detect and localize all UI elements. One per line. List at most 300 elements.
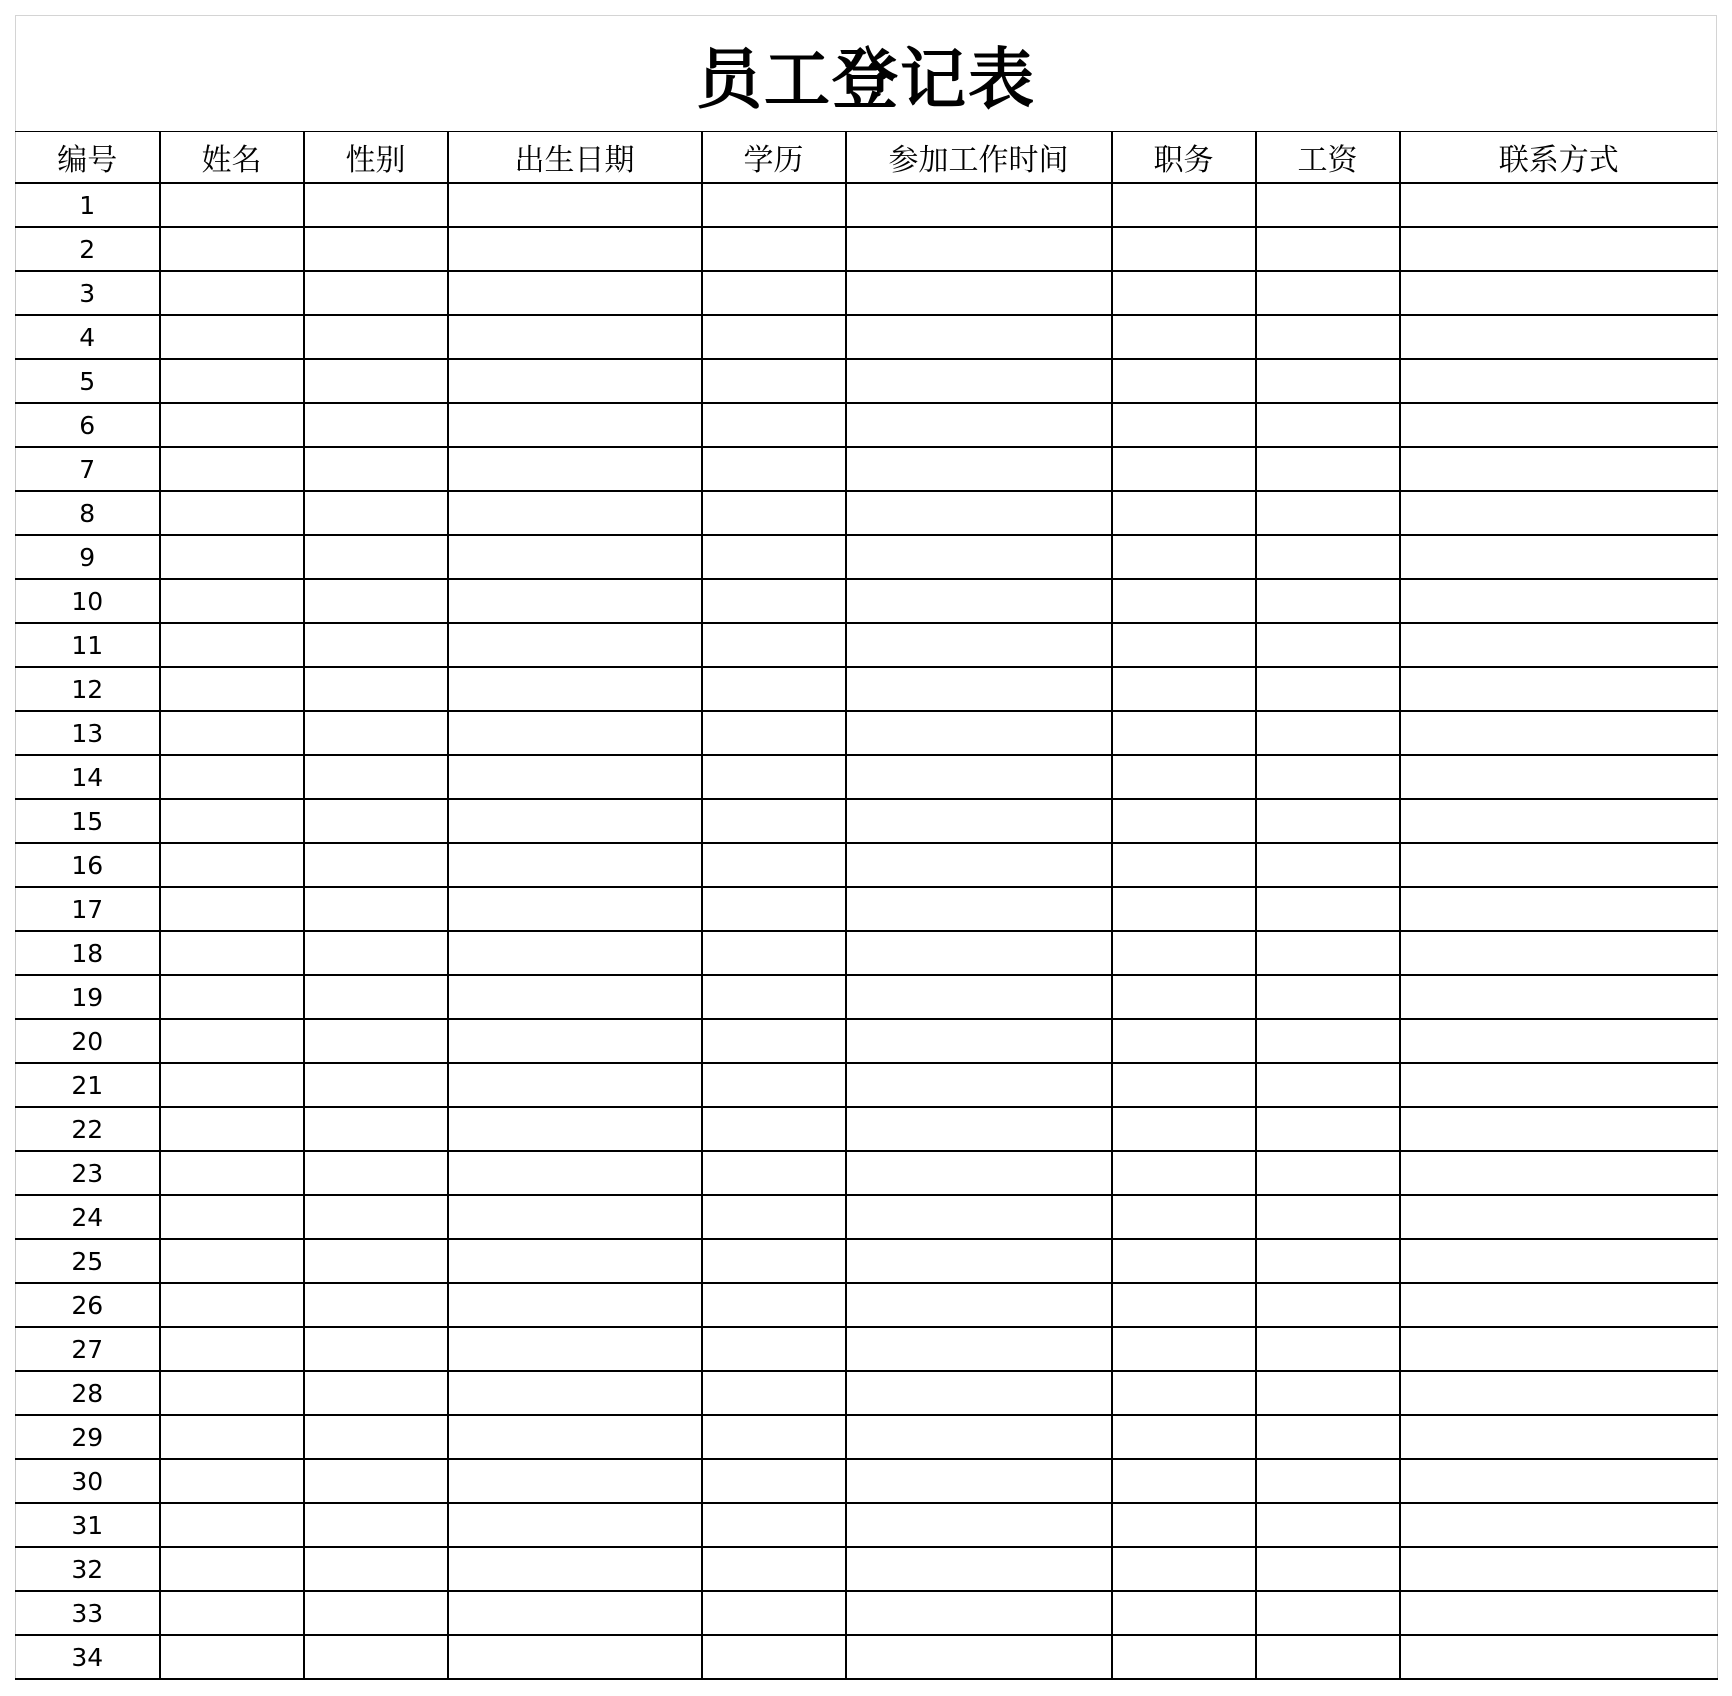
work-start-date-cell[interactable] [846, 1591, 1112, 1635]
birth-date-cell[interactable] [448, 1635, 702, 1679]
row-number-cell: 13 [16, 711, 160, 755]
birth-date-cell[interactable] [448, 1195, 702, 1239]
position-cell[interactable] [1112, 711, 1256, 755]
education-cell[interactable] [702, 227, 846, 271]
work-start-date-cell[interactable] [846, 403, 1112, 447]
work-start-date-cell[interactable] [846, 1063, 1112, 1107]
salary-cell[interactable] [1256, 711, 1400, 755]
name-cell[interactable] [160, 1635, 304, 1679]
work-start-date-cell[interactable] [846, 975, 1112, 1019]
contact-cell[interactable] [1400, 579, 1718, 623]
position-cell[interactable] [1112, 623, 1256, 667]
contact-cell[interactable] [1400, 1327, 1718, 1371]
salary-cell[interactable] [1256, 315, 1400, 359]
gender-cell[interactable] [304, 535, 448, 579]
contact-cell[interactable] [1400, 1591, 1718, 1635]
table-row [16, 1547, 1718, 1591]
row-number-cell: 11 [16, 623, 160, 667]
position-cell[interactable] [1112, 359, 1256, 403]
gender-cell[interactable] [304, 1283, 448, 1327]
contact-cell[interactable] [1400, 1239, 1718, 1283]
name-cell[interactable] [160, 183, 304, 227]
contact-cell[interactable] [1400, 1415, 1718, 1459]
education-cell[interactable] [702, 1107, 846, 1151]
contact-cell[interactable] [1400, 271, 1718, 315]
salary-cell[interactable] [1256, 1371, 1400, 1415]
name-cell[interactable] [160, 1371, 304, 1415]
name-cell[interactable] [160, 535, 304, 579]
row-number-cell: 12 [16, 667, 160, 711]
work-start-date-cell[interactable] [846, 359, 1112, 403]
salary-cell[interactable] [1256, 1283, 1400, 1327]
education-cell[interactable] [702, 1503, 846, 1547]
education-cell[interactable] [702, 403, 846, 447]
birth-date-cell[interactable] [448, 1327, 702, 1371]
salary-cell[interactable] [1256, 755, 1400, 799]
education-cell[interactable] [702, 799, 846, 843]
salary-cell[interactable] [1256, 1019, 1400, 1063]
row-number-cell: 3 [16, 271, 160, 315]
name-cell[interactable] [160, 1107, 304, 1151]
birth-date-cell[interactable] [448, 491, 702, 535]
position-cell[interactable] [1112, 491, 1256, 535]
contact-cell[interactable] [1400, 1283, 1718, 1327]
registration-table [15, 131, 1718, 1680]
row-number-cell: 22 [16, 1107, 160, 1151]
gender-cell[interactable] [304, 1635, 448, 1679]
column-header-education: 学历 [702, 132, 846, 184]
position-cell[interactable] [1112, 1239, 1256, 1283]
gender-cell[interactable] [304, 1107, 448, 1151]
contact-cell[interactable] [1400, 1635, 1718, 1679]
birth-date-cell[interactable] [448, 1371, 702, 1415]
position-cell[interactable] [1112, 1635, 1256, 1679]
birth-date-cell[interactable] [448, 1503, 702, 1547]
position-cell[interactable] [1112, 1327, 1256, 1371]
contact-cell[interactable] [1400, 755, 1718, 799]
gender-cell[interactable] [304, 1415, 448, 1459]
birth-date-cell[interactable] [448, 1239, 702, 1283]
education-cell[interactable] [702, 1459, 846, 1503]
work-start-date-cell[interactable] [846, 623, 1112, 667]
name-cell[interactable] [160, 1327, 304, 1371]
work-start-date-cell[interactable] [846, 755, 1112, 799]
education-cell[interactable] [702, 1547, 846, 1591]
position-cell[interactable] [1112, 403, 1256, 447]
work-start-date-cell[interactable] [846, 843, 1112, 887]
gender-cell[interactable] [304, 183, 448, 227]
table-row [16, 271, 1718, 315]
education-cell[interactable] [702, 975, 846, 1019]
gender-cell[interactable] [304, 1591, 448, 1635]
name-cell[interactable] [160, 1415, 304, 1459]
position-cell[interactable] [1112, 315, 1256, 359]
name-cell[interactable] [160, 1503, 304, 1547]
gender-cell[interactable] [304, 1239, 448, 1283]
work-start-date-cell[interactable] [846, 1019, 1112, 1063]
birth-date-cell[interactable] [448, 1459, 702, 1503]
position-cell[interactable] [1112, 1019, 1256, 1063]
position-cell[interactable] [1112, 1063, 1256, 1107]
salary-cell[interactable] [1256, 1239, 1400, 1283]
name-cell[interactable] [160, 667, 304, 711]
contact-cell[interactable] [1400, 1019, 1718, 1063]
education-cell[interactable] [702, 1151, 846, 1195]
gender-cell[interactable] [304, 1151, 448, 1195]
contact-cell[interactable] [1400, 1371, 1718, 1415]
row-number-cell: 24 [16, 1195, 160, 1239]
contact-cell[interactable] [1400, 1459, 1718, 1503]
birth-date-cell[interactable] [448, 1019, 702, 1063]
salary-cell[interactable] [1256, 843, 1400, 887]
position-cell[interactable] [1112, 975, 1256, 1019]
position-cell[interactable] [1112, 1547, 1256, 1591]
birth-date-cell[interactable] [448, 579, 702, 623]
contact-cell[interactable] [1400, 799, 1718, 843]
salary-cell[interactable] [1256, 799, 1400, 843]
birth-date-cell[interactable] [448, 755, 702, 799]
position-cell[interactable] [1112, 799, 1256, 843]
name-cell[interactable] [160, 799, 304, 843]
work-start-date-cell[interactable] [846, 1195, 1112, 1239]
gender-cell[interactable] [304, 755, 448, 799]
salary-cell[interactable] [1256, 1503, 1400, 1547]
work-start-date-cell[interactable] [846, 1107, 1112, 1151]
work-start-date-cell[interactable] [846, 1283, 1112, 1327]
birth-date-cell[interactable] [448, 1547, 702, 1591]
salary-cell[interactable] [1256, 623, 1400, 667]
gender-cell[interactable] [304, 623, 448, 667]
gender-cell[interactable] [304, 1371, 448, 1415]
contact-cell[interactable] [1400, 1151, 1718, 1195]
name-cell[interactable] [160, 843, 304, 887]
position-cell[interactable] [1112, 1107, 1256, 1151]
birth-date-cell[interactable] [448, 711, 702, 755]
salary-cell[interactable] [1256, 887, 1400, 931]
contact-cell[interactable] [1400, 1547, 1718, 1591]
gender-cell[interactable] [304, 1019, 448, 1063]
contact-cell[interactable] [1400, 315, 1718, 359]
name-cell[interactable] [160, 1283, 304, 1327]
education-cell[interactable] [702, 1371, 846, 1415]
contact-cell[interactable] [1400, 403, 1718, 447]
birth-date-cell[interactable] [448, 1591, 702, 1635]
gender-cell[interactable] [304, 1195, 448, 1239]
position-cell[interactable] [1112, 1459, 1256, 1503]
salary-cell[interactable] [1256, 491, 1400, 535]
salary-cell[interactable] [1256, 1195, 1400, 1239]
work-start-date-cell[interactable] [846, 1151, 1112, 1195]
work-start-date-cell[interactable] [846, 1459, 1112, 1503]
gender-cell[interactable] [304, 975, 448, 1019]
education-cell[interactable] [702, 623, 846, 667]
contact-cell[interactable] [1400, 975, 1718, 1019]
position-cell[interactable] [1112, 271, 1256, 315]
work-start-date-cell[interactable] [846, 931, 1112, 975]
salary-cell[interactable] [1256, 1459, 1400, 1503]
work-start-date-cell[interactable] [846, 491, 1112, 535]
contact-cell[interactable] [1400, 1063, 1718, 1107]
row-number-cell: 30 [16, 1459, 160, 1503]
name-cell[interactable] [160, 315, 304, 359]
work-start-date-cell[interactable] [846, 1635, 1112, 1679]
contact-cell[interactable] [1400, 183, 1718, 227]
education-cell[interactable] [702, 1239, 846, 1283]
name-cell[interactable] [160, 1195, 304, 1239]
salary-cell[interactable] [1256, 667, 1400, 711]
gender-cell[interactable] [304, 271, 448, 315]
contact-cell[interactable] [1400, 447, 1718, 491]
contact-cell[interactable] [1400, 1195, 1718, 1239]
gender-cell[interactable] [304, 1459, 448, 1503]
gender-cell[interactable] [304, 315, 448, 359]
contact-cell[interactable] [1400, 491, 1718, 535]
column-header-gender: 性别 [304, 132, 448, 184]
education-cell[interactable] [702, 491, 846, 535]
position-cell[interactable] [1112, 579, 1256, 623]
work-start-date-cell[interactable] [846, 1547, 1112, 1591]
birth-date-cell[interactable] [448, 623, 702, 667]
gender-cell[interactable] [304, 227, 448, 271]
birth-date-cell[interactable] [448, 843, 702, 887]
work-start-date-cell[interactable] [846, 227, 1112, 271]
name-cell[interactable] [160, 403, 304, 447]
birth-date-cell[interactable] [448, 315, 702, 359]
salary-cell[interactable] [1256, 447, 1400, 491]
birth-date-cell[interactable] [448, 535, 702, 579]
birth-date-cell[interactable] [448, 227, 702, 271]
birth-date-cell[interactable] [448, 1063, 702, 1107]
work-start-date-cell[interactable] [846, 1371, 1112, 1415]
salary-cell[interactable] [1256, 271, 1400, 315]
work-start-date-cell[interactable] [846, 271, 1112, 315]
birth-date-cell[interactable] [448, 799, 702, 843]
position-cell[interactable] [1112, 755, 1256, 799]
name-cell[interactable] [160, 1591, 304, 1635]
salary-cell[interactable] [1256, 1547, 1400, 1591]
position-cell[interactable] [1112, 931, 1256, 975]
birth-date-cell[interactable] [448, 1283, 702, 1327]
contact-cell[interactable] [1400, 359, 1718, 403]
work-start-date-cell[interactable] [846, 1239, 1112, 1283]
position-cell[interactable] [1112, 887, 1256, 931]
birth-date-cell[interactable] [448, 359, 702, 403]
education-cell[interactable] [702, 271, 846, 315]
gender-cell[interactable] [304, 1547, 448, 1591]
row-number-cell: 26 [16, 1283, 160, 1327]
table-row [16, 755, 1718, 799]
position-cell[interactable] [1112, 447, 1256, 491]
birth-date-cell[interactable] [448, 403, 702, 447]
work-start-date-cell[interactable] [846, 667, 1112, 711]
name-cell[interactable] [160, 931, 304, 975]
work-start-date-cell[interactable] [846, 579, 1112, 623]
contact-cell[interactable] [1400, 887, 1718, 931]
position-cell[interactable] [1112, 843, 1256, 887]
contact-cell[interactable] [1400, 535, 1718, 579]
name-cell[interactable] [160, 271, 304, 315]
table-row [16, 227, 1718, 271]
gender-cell[interactable] [304, 887, 448, 931]
salary-cell[interactable] [1256, 1635, 1400, 1679]
salary-cell[interactable] [1256, 1327, 1400, 1371]
education-cell[interactable] [702, 535, 846, 579]
row-number-cell: 8 [16, 491, 160, 535]
table-row [16, 711, 1718, 755]
gender-cell[interactable] [304, 491, 448, 535]
work-start-date-cell[interactable] [846, 799, 1112, 843]
education-cell[interactable] [702, 1415, 846, 1459]
salary-cell[interactable] [1256, 579, 1400, 623]
name-cell[interactable] [160, 887, 304, 931]
row-number-cell: 10 [16, 579, 160, 623]
name-cell[interactable] [160, 975, 304, 1019]
birth-date-cell[interactable] [448, 271, 702, 315]
work-start-date-cell[interactable] [846, 315, 1112, 359]
name-cell[interactable] [160, 227, 304, 271]
birth-date-cell[interactable] [448, 667, 702, 711]
education-cell[interactable] [702, 579, 846, 623]
gender-cell[interactable] [304, 447, 448, 491]
salary-cell[interactable] [1256, 1415, 1400, 1459]
education-cell[interactable] [702, 1283, 846, 1327]
gender-cell[interactable] [304, 711, 448, 755]
salary-cell[interactable] [1256, 1151, 1400, 1195]
salary-cell[interactable] [1256, 1063, 1400, 1107]
gender-cell[interactable] [304, 799, 448, 843]
gender-cell[interactable] [304, 359, 448, 403]
position-cell[interactable] [1112, 183, 1256, 227]
gender-cell[interactable] [304, 1327, 448, 1371]
salary-cell[interactable] [1256, 227, 1400, 271]
work-start-date-cell[interactable] [846, 1327, 1112, 1371]
name-cell[interactable] [160, 1459, 304, 1503]
birth-date-cell[interactable] [448, 931, 702, 975]
name-cell[interactable] [160, 447, 304, 491]
work-start-date-cell[interactable] [846, 1503, 1112, 1547]
education-cell[interactable] [702, 1327, 846, 1371]
work-start-date-cell[interactable] [846, 535, 1112, 579]
work-start-date-cell[interactable] [846, 183, 1112, 227]
birth-date-cell[interactable] [448, 447, 702, 491]
row-number-cell: 29 [16, 1415, 160, 1459]
work-start-date-cell[interactable] [846, 1415, 1112, 1459]
contact-cell[interactable] [1400, 1503, 1718, 1547]
contact-cell[interactable] [1400, 931, 1718, 975]
education-cell[interactable] [702, 1195, 846, 1239]
row-number-cell: 18 [16, 931, 160, 975]
education-cell[interactable] [702, 843, 846, 887]
row-number-cell: 1 [16, 183, 160, 227]
work-start-date-cell[interactable] [846, 887, 1112, 931]
education-cell[interactable] [702, 359, 846, 403]
salary-cell[interactable] [1256, 1107, 1400, 1151]
salary-cell[interactable] [1256, 975, 1400, 1019]
education-cell[interactable] [702, 1635, 846, 1679]
education-cell[interactable] [702, 755, 846, 799]
position-cell[interactable] [1112, 1283, 1256, 1327]
table-row [16, 183, 1718, 227]
position-cell[interactable] [1112, 535, 1256, 579]
salary-cell[interactable] [1256, 931, 1400, 975]
gender-cell[interactable] [304, 579, 448, 623]
education-cell[interactable] [702, 183, 846, 227]
gender-cell[interactable] [304, 843, 448, 887]
education-cell[interactable] [702, 1063, 846, 1107]
table-row [16, 931, 1718, 975]
position-cell[interactable] [1112, 227, 1256, 271]
name-cell[interactable] [160, 1019, 304, 1063]
birth-date-cell[interactable] [448, 975, 702, 1019]
birth-date-cell[interactable] [448, 1151, 702, 1195]
education-cell[interactable] [702, 711, 846, 755]
contact-cell[interactable] [1400, 1107, 1718, 1151]
name-cell[interactable] [160, 1547, 304, 1591]
name-cell[interactable] [160, 623, 304, 667]
row-number-cell: 23 [16, 1151, 160, 1195]
name-cell[interactable] [160, 755, 304, 799]
position-cell[interactable] [1112, 1151, 1256, 1195]
contact-cell[interactable] [1400, 711, 1718, 755]
birth-date-cell[interactable] [448, 887, 702, 931]
name-cell[interactable] [160, 579, 304, 623]
position-cell[interactable] [1112, 1415, 1256, 1459]
table-row [16, 535, 1718, 579]
contact-cell[interactable] [1400, 623, 1718, 667]
salary-cell[interactable] [1256, 359, 1400, 403]
salary-cell[interactable] [1256, 403, 1400, 447]
education-cell[interactable] [702, 887, 846, 931]
name-cell[interactable] [160, 1063, 304, 1107]
table-row [16, 667, 1718, 711]
position-cell[interactable] [1112, 1195, 1256, 1239]
name-cell[interactable] [160, 711, 304, 755]
education-cell[interactable] [702, 667, 846, 711]
education-cell[interactable] [702, 447, 846, 491]
name-cell[interactable] [160, 491, 304, 535]
gender-cell[interactable] [304, 667, 448, 711]
gender-cell[interactable] [304, 1503, 448, 1547]
contact-cell[interactable] [1400, 227, 1718, 271]
salary-cell[interactable] [1256, 183, 1400, 227]
work-start-date-cell[interactable] [846, 447, 1112, 491]
birth-date-cell[interactable] [448, 1415, 702, 1459]
position-cell[interactable] [1112, 1591, 1256, 1635]
salary-cell[interactable] [1256, 1591, 1400, 1635]
birth-date-cell[interactable] [448, 1107, 702, 1151]
row-number-cell: 4 [16, 315, 160, 359]
education-cell[interactable] [702, 1591, 846, 1635]
table-row [16, 1635, 1718, 1679]
contact-cell[interactable] [1400, 843, 1718, 887]
position-cell[interactable] [1112, 1503, 1256, 1547]
name-cell[interactable] [160, 359, 304, 403]
salary-cell[interactable] [1256, 535, 1400, 579]
work-start-date-cell[interactable] [846, 711, 1112, 755]
education-cell[interactable] [702, 315, 846, 359]
education-cell[interactable] [702, 1019, 846, 1063]
name-cell[interactable] [160, 1151, 304, 1195]
birth-date-cell[interactable] [448, 183, 702, 227]
position-cell[interactable] [1112, 667, 1256, 711]
gender-cell[interactable] [304, 931, 448, 975]
education-cell[interactable] [702, 931, 846, 975]
position-cell[interactable] [1112, 1371, 1256, 1415]
gender-cell[interactable] [304, 403, 448, 447]
contact-cell[interactable] [1400, 667, 1718, 711]
gender-cell[interactable] [304, 1063, 448, 1107]
name-cell[interactable] [160, 1239, 304, 1283]
